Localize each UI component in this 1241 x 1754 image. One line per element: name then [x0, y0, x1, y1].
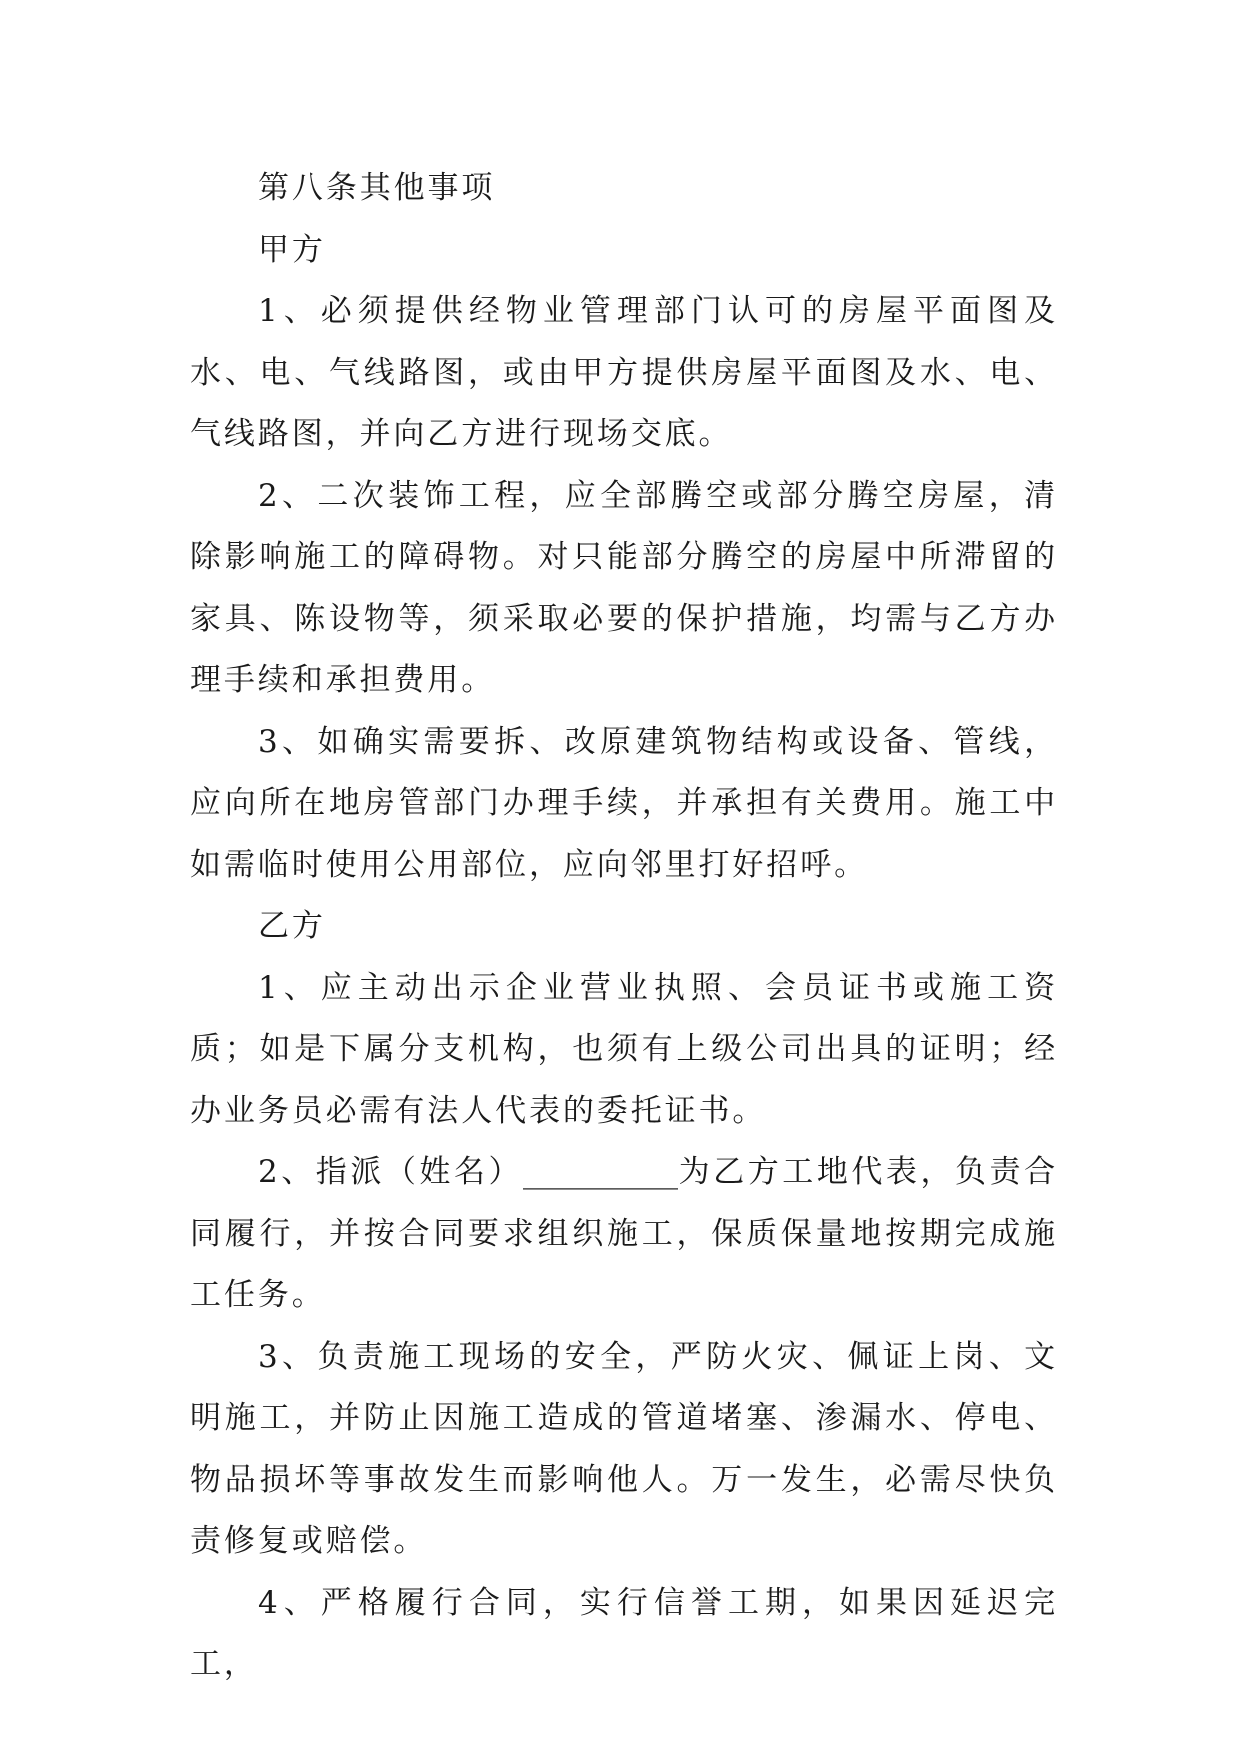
article-heading: 第八条其他事项: [258, 170, 496, 206]
party-b-item-4: 4、严格履行合同，实行信誉工期，如果因延迟完工，: [190, 1584, 1058, 1682]
party-a-item-2: 2、二次装饰工程，应全部腾空或部分腾空房屋，清除影响施工的障碍物。对只能部分腾空的房屋中所滞留的家具、陈设物等，须采取必要的保护措施，均需与乙方办理手续和承担费用。: [190, 477, 1058, 698]
party-b-item-2: [190, 1142, 1058, 1327]
party-b-item-1: 1、应主动出示企业营业执照、会员证书或施工资质；如是下属分支机构，也须有上级公司出具的证明；经办业务员必需有法人代表的委托证书。: [190, 969, 1058, 1129]
party-a-item-1: 1、必须提供经物业管理部门认可的房屋平面图及水、电、气线路图，或由甲方提供房屋平面图及水、电、气线路图，并向乙方进行现场交底。: [190, 293, 1058, 452]
party-b-label: 乙方: [258, 908, 326, 944]
party-a-item-3: 3、如确实需要拆、改原建筑物结构或设备、管线，应向所在地房管部门办理手续，并承担有关费用。施工中如需临时使用公用部位，应向邻里打好招呼。: [190, 723, 1058, 883]
representative-name-blank: __________: [523, 1154, 679, 1190]
party-b-item-3: 3、负责施工现场的安全，严防火灾、佩证上岗、文明施工，并防止因施工造成的管道堵塞、渗漏水、停电、物品损坏等事故发生而影响他人。万一发生，必需尽快负责修复或赔偿。: [190, 1338, 1058, 1559]
party-a-label: 甲方: [258, 231, 326, 268]
party-b-item-2-prefix: 2、指派（姓名）: [258, 1154, 524, 1190]
party-b-item-2-suffix: 为乙方工地代表，负责合同履行，并按合同要求组织施工，保质保量地按期完成施工任务。: [190, 1154, 1058, 1313]
document-body: [190, 158, 1058, 1696]
